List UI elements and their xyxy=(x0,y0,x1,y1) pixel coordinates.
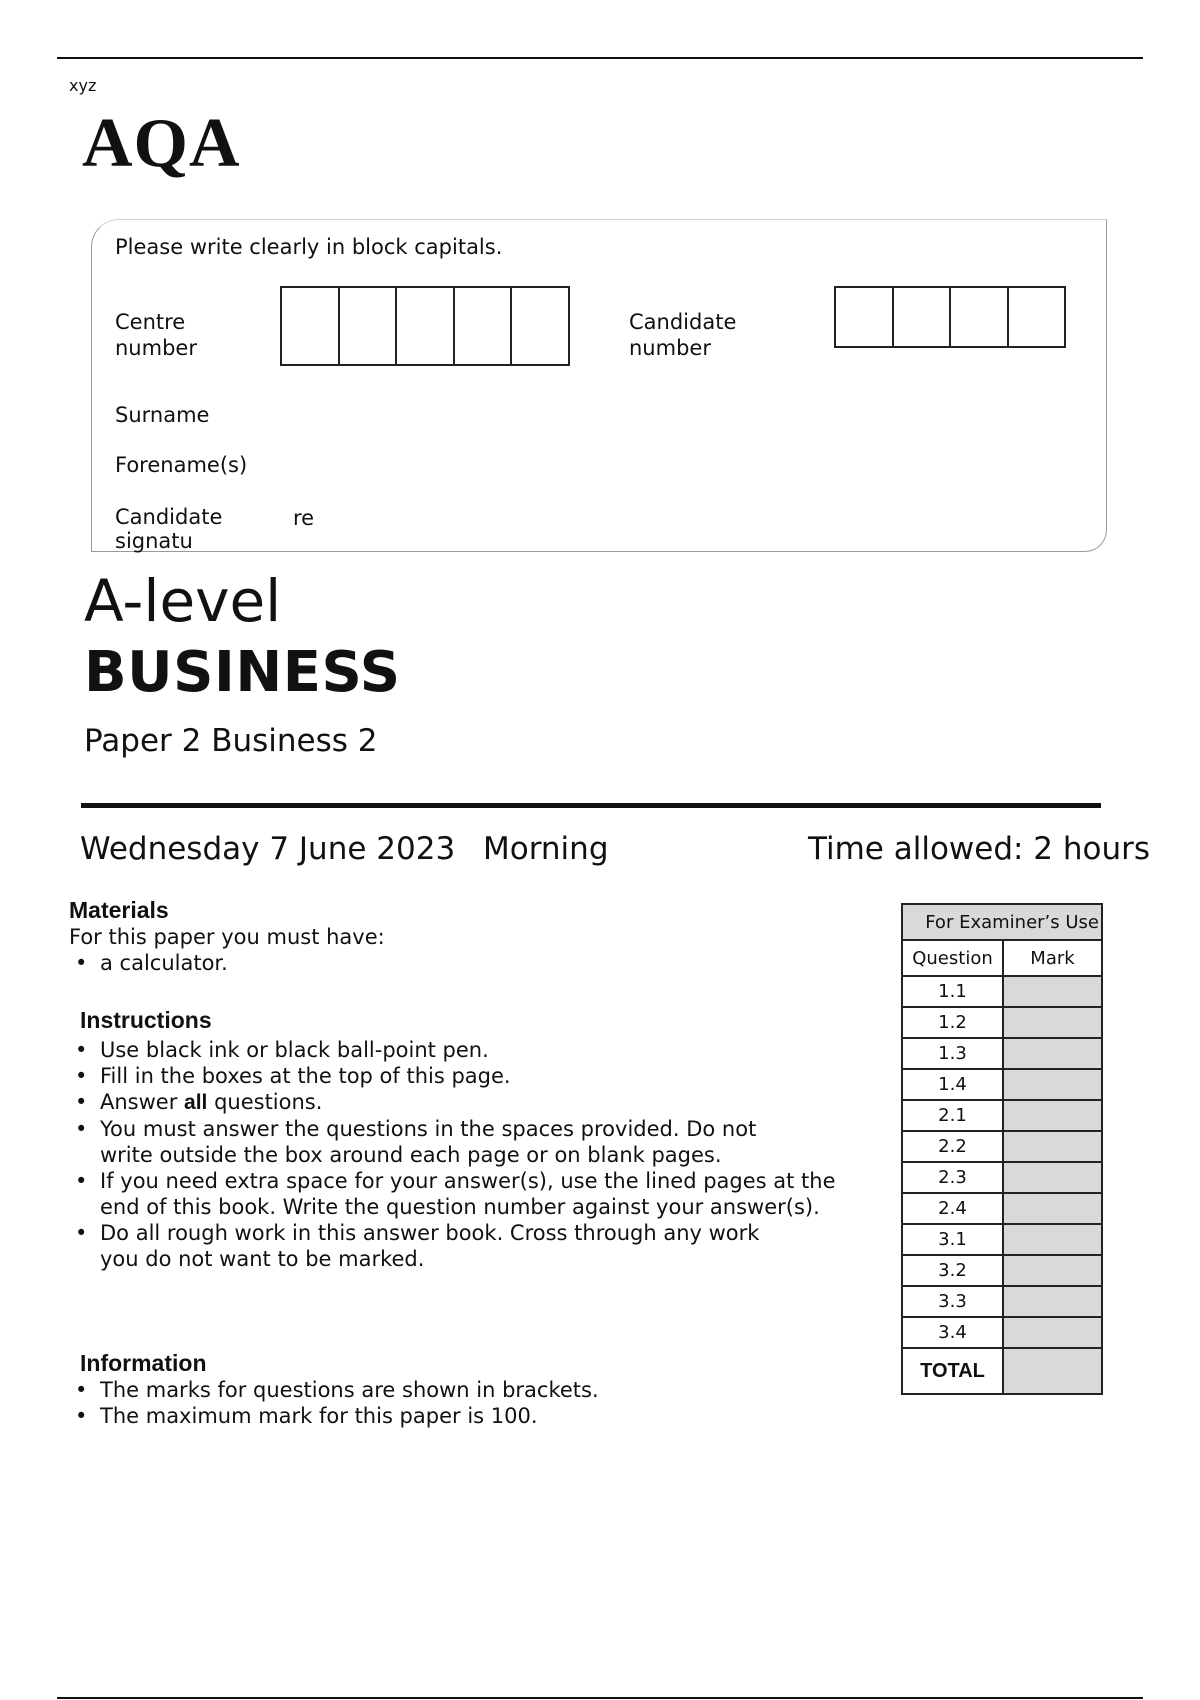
question-column-header: Question xyxy=(902,940,1003,976)
information-heading: Information xyxy=(80,1350,207,1376)
table-row xyxy=(902,1255,1102,1286)
table-row xyxy=(902,1038,1102,1069)
question-number: 3.4 xyxy=(902,1317,1003,1348)
qualification-level: A-level xyxy=(84,567,282,635)
mark-cell[interactable] xyxy=(1003,1286,1102,1317)
mark-cell[interactable] xyxy=(1003,1255,1102,1286)
question-number: 2.4 xyxy=(902,1193,1003,1224)
total-mark-cell[interactable] xyxy=(1003,1348,1102,1394)
question-number: 1.2 xyxy=(902,1007,1003,1038)
digit-box[interactable] xyxy=(894,288,952,346)
digit-box[interactable] xyxy=(340,288,398,364)
digit-box[interactable] xyxy=(455,288,513,364)
instructions-list xyxy=(66,1037,860,1272)
question-number: 1.1 xyxy=(902,976,1003,1007)
mark-cell[interactable] xyxy=(1003,1224,1102,1255)
table-row xyxy=(902,1007,1102,1038)
instructions-section xyxy=(80,1007,860,1272)
table-row xyxy=(902,1131,1102,1162)
paper-title: Paper 2 Business 2 xyxy=(84,723,378,759)
digit-box[interactable] xyxy=(951,288,1009,346)
materials-section xyxy=(69,897,849,976)
exam-session: Morning xyxy=(483,831,609,867)
bottom-rule xyxy=(57,1697,1143,1699)
total-label: TOTAL xyxy=(902,1348,1003,1394)
table-row xyxy=(902,1286,1102,1317)
question-number: 1.3 xyxy=(902,1038,1003,1069)
table-row xyxy=(902,1193,1102,1224)
mark-cell[interactable] xyxy=(1003,1317,1102,1348)
list-item: • The marks for questions are shown in brackets. xyxy=(66,1377,860,1403)
table-row xyxy=(902,1224,1102,1255)
candidate-details-box xyxy=(91,219,1107,552)
mark-cell[interactable] xyxy=(1003,1007,1102,1038)
forenames-label: Forename(s) xyxy=(115,453,248,477)
centre-number-boxes[interactable] xyxy=(280,286,570,366)
instructions-heading: Instructions xyxy=(80,1007,212,1033)
table-row xyxy=(902,1100,1102,1131)
digit-box[interactable] xyxy=(1009,288,1065,346)
table-row xyxy=(902,1162,1102,1193)
materials-intro: For this paper you must have: xyxy=(69,925,385,949)
question-number: 3.2 xyxy=(902,1255,1003,1286)
list-item: • If you need extra space for your answer(s), use the lined pages at the end of this book. Write the question number against your answer(s). xyxy=(66,1168,845,1220)
question-number: 2.2 xyxy=(902,1131,1003,1162)
list-item: • Fill in the boxes at the top of this page. xyxy=(66,1063,860,1089)
mark-cell[interactable] xyxy=(1003,1069,1102,1100)
subject-title: BUSINESS xyxy=(84,640,401,705)
list-item: • a calculator. xyxy=(66,950,849,976)
digit-box[interactable] xyxy=(397,288,455,364)
mark-cell[interactable] xyxy=(1003,976,1102,1007)
question-number: 3.1 xyxy=(902,1224,1003,1255)
materials-heading: Materials xyxy=(69,897,169,923)
list-item: • The maximum mark for this paper is 100. xyxy=(66,1403,860,1429)
mark-column-header: Mark xyxy=(1003,940,1102,976)
candidate-number-boxes[interactable] xyxy=(834,286,1066,348)
question-number: 3.3 xyxy=(902,1286,1003,1317)
mark-cell[interactable] xyxy=(1003,1162,1102,1193)
information-section xyxy=(80,1350,860,1429)
signature-label-suffix: re xyxy=(293,506,315,530)
mark-cell[interactable] xyxy=(1003,1131,1102,1162)
centre-number-label: Centre number xyxy=(115,310,197,360)
examiners-use-table xyxy=(901,903,1103,1395)
list-item: • Use black ink or black ball-point pen. xyxy=(66,1037,860,1063)
form-instruction: Please write clearly in block capitals. xyxy=(115,235,503,259)
digit-box[interactable] xyxy=(282,288,340,364)
information-list xyxy=(66,1377,860,1429)
examiners-use-title: For Examiner’s Use xyxy=(902,904,1102,940)
top-rule xyxy=(57,57,1143,59)
materials-list xyxy=(66,950,849,976)
candidate-number-label: Candidate number xyxy=(629,310,737,360)
question-number: 2.1 xyxy=(902,1100,1003,1131)
table-row xyxy=(902,1317,1102,1348)
mark-cell[interactable] xyxy=(1003,1100,1102,1131)
question-number: 1.4 xyxy=(902,1069,1003,1100)
surname-label: Surname xyxy=(115,403,210,427)
time-allowed: Time allowed: 2 hours xyxy=(808,831,1151,867)
question-number: 2.3 xyxy=(902,1162,1003,1193)
corner-text: xyz xyxy=(69,76,97,95)
exam-date: Wednesday 7 June 2023 xyxy=(80,831,456,867)
aqa-logo: AQA xyxy=(82,105,241,182)
list-item: • Answer all questions. xyxy=(66,1089,860,1116)
digit-box[interactable] xyxy=(512,288,568,364)
title-rule xyxy=(81,803,1101,808)
mark-cell[interactable] xyxy=(1003,1193,1102,1224)
signature-label: Candidate signatu xyxy=(115,505,223,553)
mark-cell[interactable] xyxy=(1003,1038,1102,1069)
table-row xyxy=(902,1069,1102,1100)
digit-box[interactable] xyxy=(836,288,894,346)
table-row xyxy=(902,976,1102,1007)
list-item: • You must answer the questions in the spaces provided. Do not write outside the box around each page or on blank pages. xyxy=(66,1116,765,1168)
list-item: • Do all rough work in this answer book. Cross through any work you do not want to be marked. xyxy=(66,1220,765,1272)
